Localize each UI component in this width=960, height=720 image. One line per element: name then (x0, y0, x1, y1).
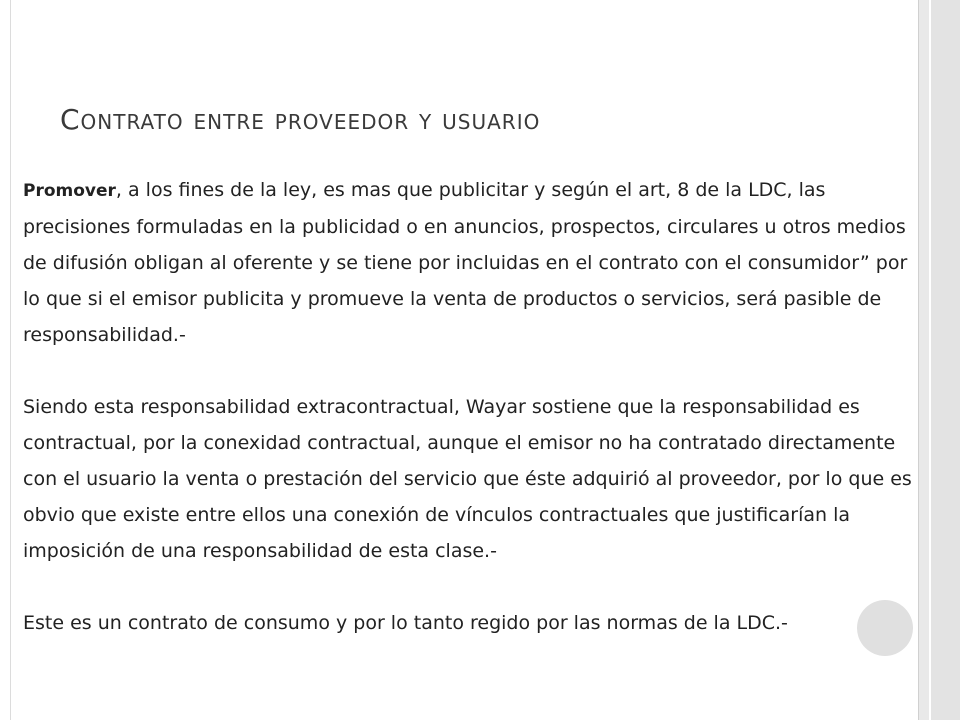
slide-title: Contrato entre proveedor y usuario (60, 103, 541, 136)
body-paragraph-1 (23, 172, 928, 353)
slide-body (23, 172, 928, 641)
title-underline (60, 150, 720, 151)
paragraph-text: Siendo esta responsabilidad extracontractual, Wayar sostiene que la responsabilidad es contractual, por la conexidad contractual, aunque el emisor no ha contratado directamente con el usuario la venta o prestación del servicio que éste adquirió al proveedor, por lo que es obvio que existe entre ellos una conexión de vínculos contractuales que justificarían la imposición de una responsabilidad de esta clase.- (23, 396, 912, 562)
right-decor-band-inner (931, 0, 960, 720)
left-margin-rule (10, 0, 11, 720)
body-paragraph-3 (23, 605, 928, 641)
paragraph-text: Este es un contrato de consumo y por lo tanto regido por las normas de la LDC.- (23, 612, 788, 634)
paragraph-lead-term: Promover (23, 181, 116, 201)
paragraph-text: , a los fines de la ley, es mas que publicitar y según el art, 8 de la LDC, las precisiones formuladas en la publicidad o en anuncios, prospectos, circulares u otros medios de difusión obligan al oferente y se tiene por incluidas en el contrato con el consumidor” por lo que si el emisor publicita y promueve la venta de productos o servicios, será pasible de responsabilidad.- (23, 179, 908, 346)
body-paragraph-2 (23, 389, 928, 569)
